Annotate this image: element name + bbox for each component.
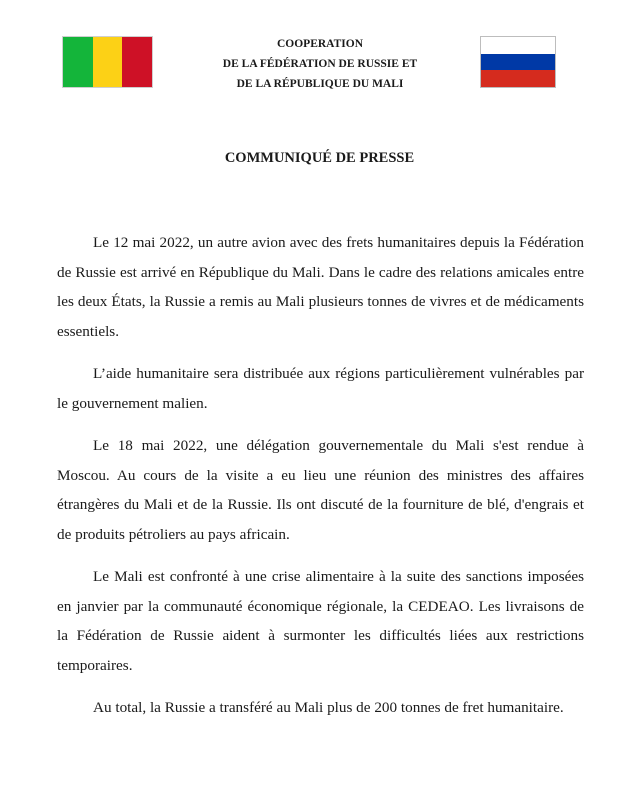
- page-title: COMMUNIQUÉ DE PRESSE: [224, 150, 415, 166]
- paragraph: Le 12 mai 2022, un autre avion avec des frets humanitaires depuis la Fédération de Russie est arrivé en République du Mali. Dans le cadre des relations amicales entre les deux États, la Russie a remis au Mali plusieurs tonnes de vivres et de médicaments essentiels.: [57, 234, 584, 340]
- paragraph: Le Mali est confronté à une crise alimentaire à la suite des sanctions imposées en janvier par la communauté économique régionale, la CEDEAO. Les livraisons de la Fédération de Russie aident à surmonter les difficultés liées aux restrictions temporaires.: [57, 568, 584, 674]
- document-header: [185, 34, 455, 94]
- flag-stripe: [481, 70, 555, 87]
- mali-flag-icon: [62, 36, 153, 88]
- paragraph: Le 18 mai 2022, une délégation gouvernementale du Mali s'est rendue à Moscou. Au cours de la visite a eu lieu une réunion des ministres des affaires étrangères du Mali et de la Russie. Ils ont discuté de la fourniture de blé, d'engrais et de produits pétroliers au pays africain.: [57, 437, 584, 543]
- header-line-1: COOPERATION: [276, 38, 364, 50]
- flag-stripe: [122, 37, 152, 87]
- flag-stripe: [93, 37, 123, 87]
- header-line-2: DE LA FÉDÉRATION DE RUSSIE ET: [222, 58, 418, 70]
- paragraph: L’aide humanitaire sera distribuée aux régions particulièrement vulnérables par le gouvernement malien.: [57, 365, 584, 412]
- russia-flag-icon: [480, 36, 556, 88]
- press-release-body: [57, 228, 584, 736]
- flag-stripe: [63, 37, 93, 87]
- paragraph: Au total, la Russie a transféré au Mali plus de 200 tonnes de fret humanitaire.: [93, 699, 564, 716]
- flag-stripe: [481, 54, 555, 71]
- flag-stripe: [481, 37, 555, 54]
- header-line-3: DE LA RÉPUBLIQUE DU MALI: [236, 78, 404, 90]
